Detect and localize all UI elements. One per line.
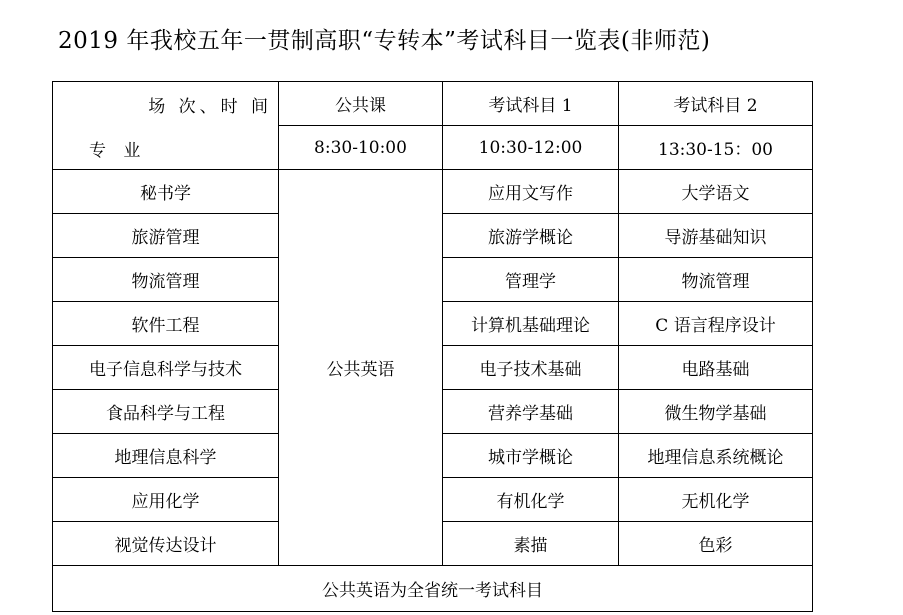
subject-1-cell: 电子技术基础: [443, 346, 619, 390]
major-name: 地理信息科学: [53, 434, 279, 478]
page-title: 2019 年我校五年一贯制高职“专转本”考试科目一览表(非师范): [58, 28, 711, 54]
time-slot-subject-1: 10:30-12:00: [443, 126, 619, 170]
subject-2-cell: 导游基础知识: [619, 214, 813, 258]
subject-2-cell: C 语言程序设计: [619, 302, 813, 346]
major-name: 秘书学: [53, 170, 279, 214]
subject-1-cell: 计算机基础理论: [443, 302, 619, 346]
major-name: 视觉传达设计: [53, 522, 279, 566]
major-name: 旅游管理: [53, 214, 279, 258]
major-name: 软件工程: [53, 302, 279, 346]
major-name: 食品科学与工程: [53, 390, 279, 434]
subject-2-cell: 微生物学基础: [619, 390, 813, 434]
subject-1-cell: 旅游学概论: [443, 214, 619, 258]
subject-1-cell: 有机化学: [443, 478, 619, 522]
subject-2-cell: 电路基础: [619, 346, 813, 390]
subject-1-cell: 素描: [443, 522, 619, 566]
subject-2-cell: 地理信息系统概论: [619, 434, 813, 478]
corner-label-session-time: 场 次、时 间: [148, 97, 272, 117]
subject-2-cell: 色彩: [619, 522, 813, 566]
subject-2-cell: 大学语文: [619, 170, 813, 214]
column-header-subject-1: 考试科目 1: [443, 82, 619, 126]
column-header-subject-2: 考试科目 2: [619, 82, 813, 126]
exam-subjects-table: [52, 81, 813, 612]
subject-1-cell: 城市学概论: [443, 434, 619, 478]
subject-1-cell: 营养学基础: [443, 390, 619, 434]
major-name: 电子信息科学与技术: [53, 346, 279, 390]
subject-2-cell: 物流管理: [619, 258, 813, 302]
corner-label-major: 专 业: [89, 141, 147, 161]
major-name: 应用化学: [53, 478, 279, 522]
table-row: [53, 170, 813, 214]
column-header-common-course: 公共课: [279, 82, 443, 126]
header-corner-cell: [53, 82, 279, 170]
time-slot-common: 8:30-10:00: [279, 126, 443, 170]
subject-1-cell: 管理学: [443, 258, 619, 302]
subject-1-cell: 应用文写作: [443, 170, 619, 214]
major-name: 物流管理: [53, 258, 279, 302]
time-slot-subject-2: 13:30-15：00: [619, 126, 813, 170]
subject-2-cell: 无机化学: [619, 478, 813, 522]
common-subject-cell: 公共英语: [279, 170, 443, 566]
footer-note: 公共英语为全省统一考试科目: [53, 566, 813, 612]
